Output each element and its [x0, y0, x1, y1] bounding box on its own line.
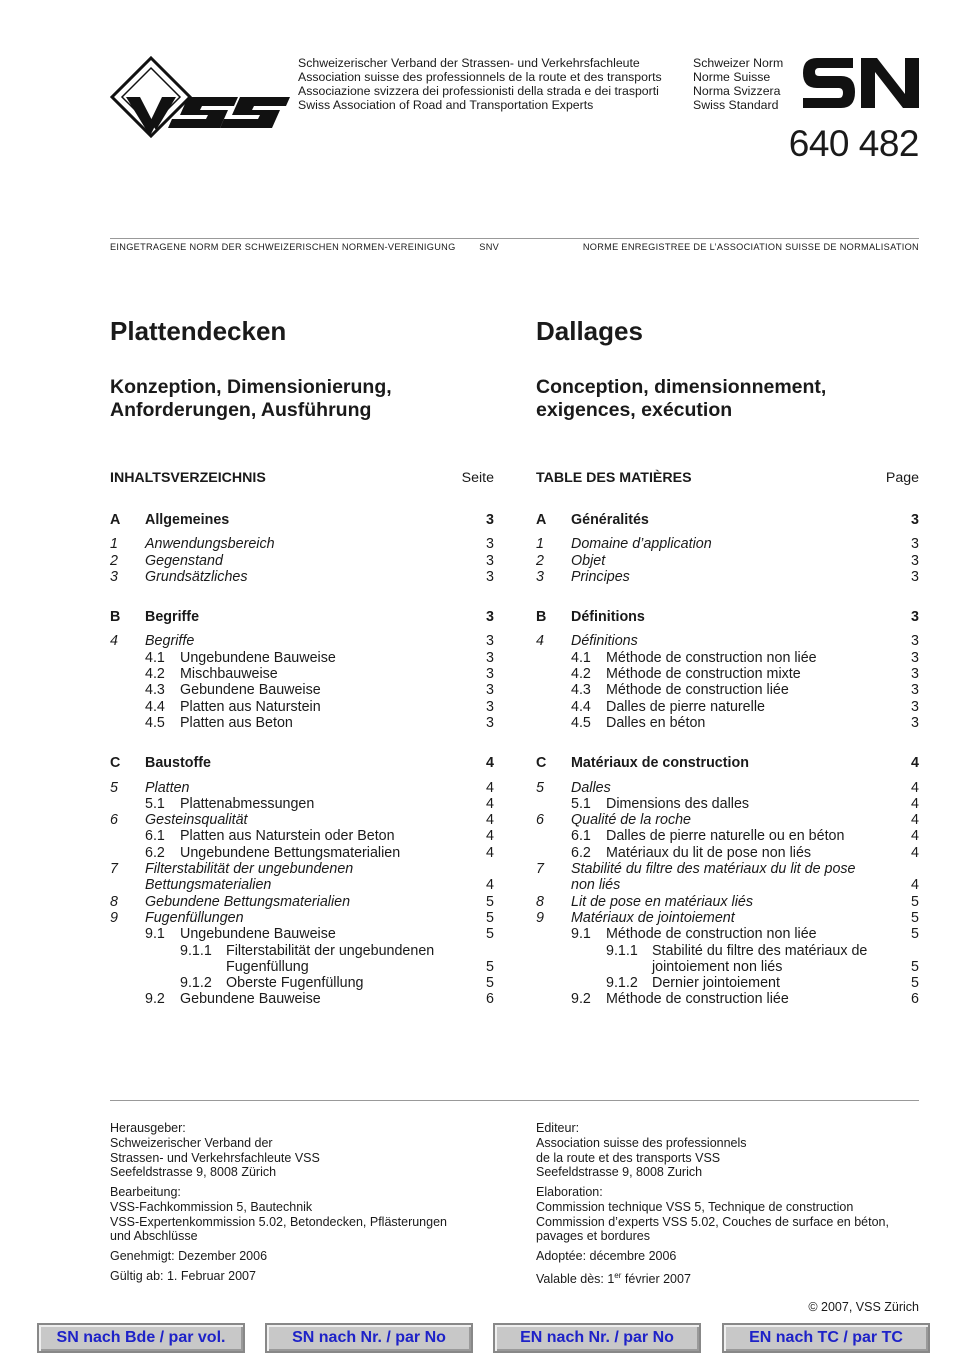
toc-item-9-1-1[interactable]: 9.1.1 Filterstabilität der ungebundenen	[180, 942, 435, 959]
toc-title-de: INHALTSVERZEICHNIS	[110, 470, 266, 486]
association-line-de: Schweizerischer Verband der Strassen- und Verkehrsfachleute	[298, 56, 640, 70]
toc-item-9-2[interactable]: 9.2 Méthode de construction liée 6	[571, 991, 919, 1008]
toc-item-5-1[interactable]: 5.1 Plattenabmessungen 4	[145, 795, 494, 812]
toc-section-a[interactable]: A Allgemeines 3	[110, 512, 494, 528]
norm-number: 640 482	[788, 123, 919, 164]
sn-by-number-button[interactable]: SN nach Nr. / par No	[265, 1323, 473, 1353]
publisher-line3-fr: Seefeldstrasse 9, 8008 Zurich	[536, 1165, 703, 1180]
toc-item-4-4[interactable]: 4.4 Dalles de pierre naturelle 3	[571, 698, 919, 715]
toc-item-5[interactable]: 5 Platten 4	[110, 779, 494, 796]
en-by-number-button[interactable]: EN nach Nr. / par No	[493, 1323, 701, 1353]
toc-item-6-2[interactable]: 6.2 Ungebundene Bettungsmaterialien 4	[145, 844, 494, 861]
french-column	[536, 316, 919, 422]
toc-item-9-1-2[interactable]: 9.1.2 Oberste Fugenfüllung 5	[180, 975, 494, 992]
toc-item-9-1-2[interactable]: 9.1.2 Dernier jointoiement 5	[606, 975, 919, 992]
toc-section-b[interactable]: B Définitions 3	[536, 609, 919, 626]
editing-label-fr: Elaboration:	[536, 1184, 603, 1199]
toc-item-4-4[interactable]: 4.4 Platten aus Naturstein 3	[145, 698, 494, 715]
association-line-en: Swiss Association of Road and Transportation Experts	[298, 98, 594, 112]
toc-item-9-1-1-cont[interactable]: jointoiement non liés 5	[652, 958, 919, 975]
registration-de: EINGETRAGENE NORM DER SCHWEIZERISCHEN NORMEN-VEREINIGUNG	[110, 242, 456, 252]
en-by-tc-button[interactable]: EN nach TC / par TC	[722, 1323, 930, 1353]
title-de: Plattendecken	[110, 316, 287, 346]
toc-item-7-cont[interactable]: Bettungsmaterialien 4	[145, 877, 494, 894]
subtitle-fr-line1: Conception, dimensionnement,	[536, 376, 827, 398]
toc-item-9-1-1-cont[interactable]: Fugenfüllung 5	[226, 958, 494, 975]
association-line-it: Associazione svizzera dei professionisti della strada e dei trasporti	[298, 84, 659, 98]
publisher-line2-fr: de la route et des transports VSS	[536, 1150, 721, 1165]
toc-item-2[interactable]: 2 Objet 3	[536, 552, 919, 569]
valid-from-de: Gültig ab: 1. Februar 2007	[110, 1268, 256, 1283]
norm-type-fr: Norme Suisse	[693, 70, 771, 84]
toc-item-6-1[interactable]: 6.1 Platten aus Naturstein oder Beton 4	[145, 828, 494, 845]
toc-section-a[interactable]: A Généralités 3	[536, 512, 919, 528]
toc-item-9[interactable]: 9 Matériaux de jointoiement 5	[536, 909, 919, 926]
toc-item-6[interactable]: 6 Gesteinsqualität 4	[110, 812, 494, 829]
toc-item-4-5[interactable]: 4.5 Platten aus Beton 3	[145, 714, 494, 731]
sn-logo	[803, 58, 919, 108]
toc-page-label-de: Seite	[461, 470, 494, 486]
subtitle-de-line1: Konzeption, Dimensionierung,	[110, 376, 392, 398]
toc-fr	[536, 470, 919, 1008]
toc-item-5-1[interactable]: 5.1 Dimensions des dalles 4	[571, 795, 919, 812]
toc-heading-fr	[536, 470, 919, 486]
toc-section-c[interactable]: C Baustoffe 4	[110, 755, 494, 772]
editing-line2-de: VSS-Expertenkommission 5.02, Betondecken, Pflästerungen	[110, 1214, 447, 1229]
norm-type-it: Norma Svizzera	[693, 84, 781, 98]
imprint-de	[110, 1121, 494, 1288]
copyright: © 2007, VSS Zürich	[808, 1300, 919, 1314]
association-line-fr: Association suisse des professionnels de la route et des transports	[298, 70, 662, 84]
toc-item-2[interactable]: 2 Gegenstand 3	[110, 552, 494, 569]
sn-by-volume-button[interactable]: SN nach Bde / par vol.	[37, 1323, 245, 1353]
toc-item-3[interactable]: 3 Grundsätzliches 3	[110, 568, 494, 585]
editing-label-de: Bearbeitung:	[110, 1184, 181, 1199]
toc-item-4-3[interactable]: 4.3 Méthode de construction liée 3	[571, 682, 919, 699]
toc-heading-de	[110, 470, 494, 486]
toc-item-8[interactable]: 8 Gebundene Bettungsmaterialien 5	[110, 893, 494, 910]
toc-item-3[interactable]: 3 Principes 3	[536, 568, 919, 585]
norm-type	[693, 56, 783, 112]
publisher-line1-de: Schweizerischer Verband der	[110, 1135, 273, 1150]
toc-item-6[interactable]: 6 Qualité de la roche 4	[536, 812, 919, 829]
toc-item-7[interactable]: 7 Filterstabilität der ungebundenen	[110, 861, 354, 878]
toc-item-1[interactable]: 1 Domaine d’application 3	[536, 536, 919, 553]
subtitle-de-line2: Anforderungen, Ausführung	[110, 399, 372, 421]
publisher-line1-fr: Association suisse des professionnels	[536, 1135, 747, 1150]
publisher-line2-de: Strassen- und Verkehrsfachleute VSS	[110, 1150, 320, 1165]
norm-type-en: Swiss Standard	[693, 98, 779, 112]
title-fr: Dallages	[536, 316, 643, 346]
toc-item-4-5[interactable]: 4.5 Dalles en béton 3	[571, 714, 919, 731]
toc-item-9-1[interactable]: 9.1 Méthode de construction non liée 5	[571, 926, 919, 943]
toc-page-label-fr: Page	[885, 470, 919, 486]
registration-fr: NORME ENREGISTREE DE L’ASSOCIATION SUISSE DE NORMALISATION	[582, 242, 919, 252]
toc-section-c[interactable]: C Matériaux de construction 4	[536, 755, 919, 772]
editing-line3-fr: pavages et bordures	[536, 1229, 650, 1244]
toc-item-4[interactable]: 4 Définitions 3	[536, 633, 919, 650]
header-divider	[110, 238, 919, 239]
editing-line1-fr: Commission technique VSS 5, Technique de construction	[536, 1199, 854, 1214]
publisher-label-de: Herausgeber:	[110, 1121, 186, 1135]
association-names	[298, 56, 662, 112]
valid-from-fr: Valable dès: 1er février 2007	[536, 1270, 691, 1286]
norm-type-de: Schweizer Norm	[693, 56, 784, 70]
toc-section-b[interactable]: B Begriffe 3	[110, 609, 494, 626]
publisher-label-fr: Editeur:	[536, 1121, 580, 1135]
toc-item-5[interactable]: 5 Dalles 4	[536, 779, 919, 796]
publisher-line3-de: Seefeldstrasse 9, 8008 Zürich	[110, 1165, 277, 1180]
toc-item-8[interactable]: 8 Lit de pose en matériaux liés 5	[536, 893, 919, 910]
toc-item-7[interactable]: 7 Stabilité du filtre des matériaux du lit de pose	[536, 861, 856, 878]
toc-item-6-2[interactable]: 6.2 Matériaux du lit de pose non liés 4	[571, 844, 919, 861]
imprint-fr	[536, 1121, 919, 1291]
approved-fr: Adoptée: décembre 2006	[536, 1248, 677, 1263]
toc-item-9-2[interactable]: 9.2 Gebundene Bauweise 6	[145, 991, 494, 1008]
editing-line3-de: und Abschlüsse	[110, 1229, 198, 1244]
subtitle-fr-line2: exigences, exécution	[536, 399, 733, 421]
editing-line1-de: VSS-Fachkommission 5, Bautechnik	[110, 1199, 313, 1214]
german-column	[110, 316, 494, 422]
toc-item-4-2[interactable]: 4.2 Mischbauweise 3	[145, 666, 494, 683]
toc-item-1[interactable]: 1 Anwendungsbereich 3	[110, 536, 494, 553]
toc-item-6-1[interactable]: 6.1 Dalles de pierre naturelle ou en béton 4	[571, 828, 919, 845]
toc-item-7-cont[interactable]: non liés 4	[571, 877, 919, 894]
toc-item-9-1[interactable]: 9.1 Ungebundene Bauweise 5	[145, 926, 494, 943]
registration-snv: SNV	[479, 242, 500, 252]
toc-item-9[interactable]: 9 Fugenfüllungen 5	[110, 909, 494, 926]
toc-item-4[interactable]: 4 Begriffe 3	[110, 633, 494, 650]
registration-line	[110, 242, 919, 252]
toc-title-fr: TABLE DES MATIÈRES	[536, 470, 692, 486]
toc-item-4-1[interactable]: 4.1 Méthode de construction non liée 3	[571, 649, 919, 666]
toc-item-4-1[interactable]: 4.1 Ungebundene Bauweise 3	[145, 649, 494, 666]
toc-item-4-3[interactable]: 4.3 Gebundene Bauweise 3	[145, 682, 494, 699]
footer-divider	[110, 1100, 919, 1101]
toc-de	[110, 470, 494, 1008]
editing-line2-fr: Commission d’experts VSS 5.02, Couches de surface en béton,	[536, 1214, 889, 1229]
vss-logo	[110, 56, 290, 140]
toc-item-4-2[interactable]: 4.2 Méthode de construction mixte 3	[571, 666, 919, 683]
approved-de: Genehmigt: Dezember 2006	[110, 1248, 268, 1263]
toc-item-9-1-1[interactable]: 9.1.1 Stabilité du filtre des matériaux de	[606, 942, 868, 959]
